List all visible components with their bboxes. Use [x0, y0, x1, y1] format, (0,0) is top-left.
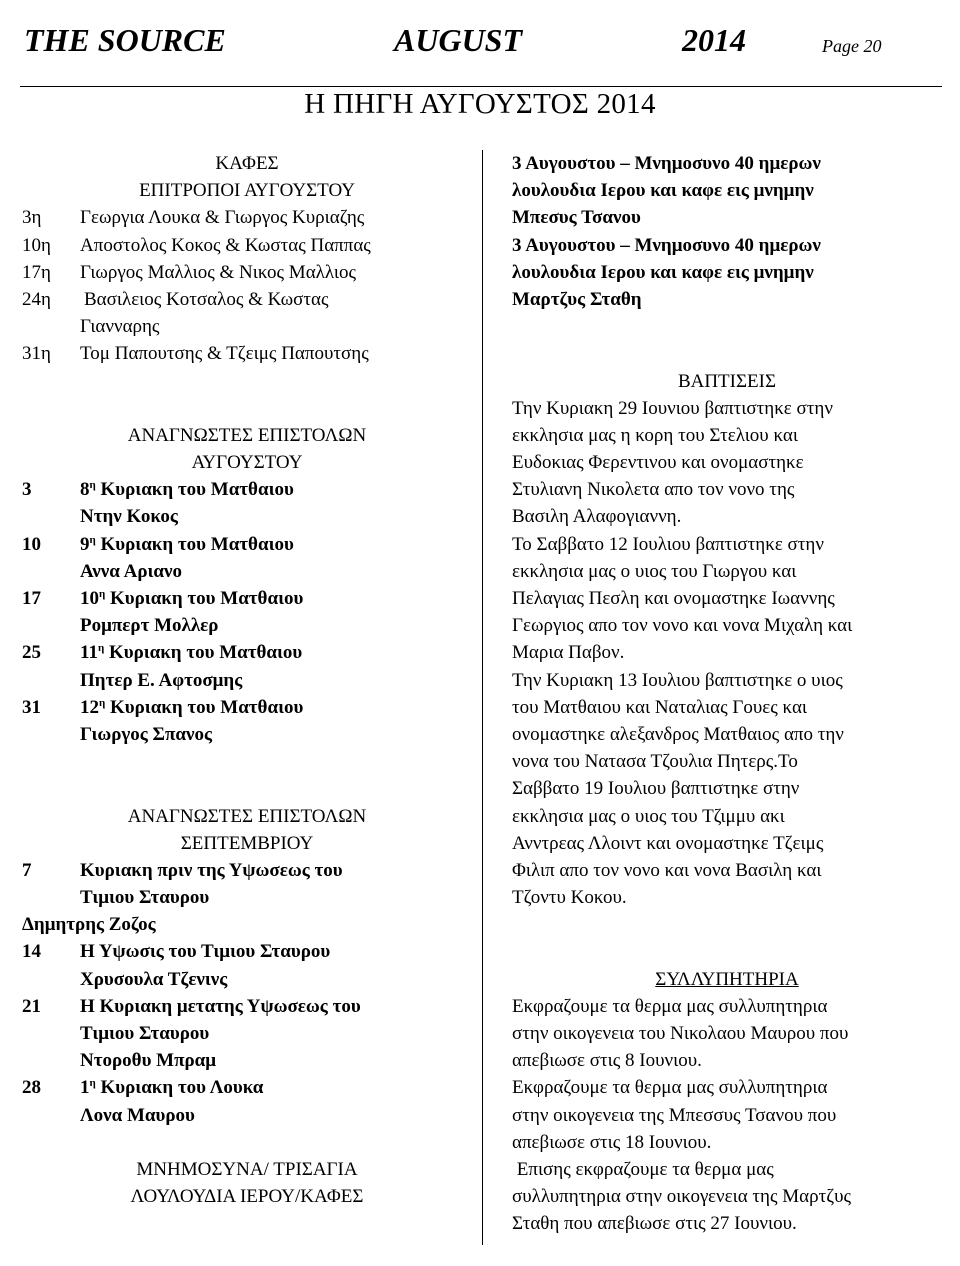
header-year: 2014 [682, 22, 746, 58]
baptism-line: Ανντρεας Λλοιντ και ονομαστηκε Τζειμς [512, 832, 824, 854]
coffee-heading: ΚΑΦΕΣ [215, 153, 279, 174]
running-header [24, 22, 924, 62]
condolence-line: Εκφραζουμε τα θερμα μας συλλυπητηρια [512, 1077, 828, 1099]
page-number: Page 20 [822, 36, 882, 56]
coffee-row: 24η Βασιλειος Κοτσαλος & Κωστας [22, 288, 329, 310]
condolence-line: απεβιωσε στις 8 Ιουνιου. [512, 1050, 702, 1072]
coffee-row: 10η Αποστολος Κοκος & Κωστας Παππας [22, 234, 371, 256]
coffee-row: 31η Τομ Παπουτσης & Τζειμς Παπουτσης [22, 343, 369, 365]
condolences-heading: ΣΥΛΛΥΠΗΤΗΡΙΑ [655, 968, 799, 990]
reader-name: Ντοροθυ Μπραμ [80, 1050, 217, 1072]
right-column [512, 150, 942, 1238]
reader-sunday-cont: Τιμιου Σταυρου [80, 1023, 210, 1044]
condolence-line: Εκφραζουμε τα θερμα μας συλλυπητηρια [512, 995, 828, 1017]
readers-aug-heading-month: ΑΥΓΟΥΣΤΟΥ [191, 452, 303, 474]
reader-name: Γιωργος Σπανος [80, 723, 212, 745]
baptism-line: Βασιλη Αλαφογιαννη. [512, 506, 682, 528]
baptism-line: εκκλησια μας η κορη του Στελιου και [512, 424, 798, 446]
condolence-line: Σταθη που απεβιωσε στις 27 Ιουνιου. [512, 1213, 797, 1235]
reader-sunday: 10 $9^\eta$ Κυριακη του Ματθαιου [22, 533, 294, 555]
header-source: THE SOURCE [24, 22, 226, 58]
condolence-line: συλλυπητηρια στην οικογενεια της Μαρτζυς [512, 1186, 852, 1208]
baptism-line: Μαρια Παβον. [512, 642, 625, 664]
condolence-line: στην οικογενεια της Μπεσσυς Τσανου που [512, 1104, 837, 1126]
baptism-line: νονα του Νατασα Τζουλια Πητερς.Το [512, 751, 798, 773]
coffee-row: 3η Γεωργια Λουκα & Γιωργος Κυριαζης [22, 207, 365, 229]
reader-name: Χρυσουλα Τζενινς [80, 968, 228, 990]
coffee-row: 17η Γιωργος Μαλλιος & Νικος Μαλλιος [22, 261, 356, 283]
memorial-line: 3 Αυγουστου – Μνημοσυνο 40 ημερων [512, 153, 821, 174]
baptism-line: Σαββατο 19 Ιουλιου βαπτιστηκε στην [512, 778, 800, 800]
coffee-subheading: ΕΠΙΤΡΟΠΟΙ ΑΥΓΟΥΣΤΟΥ [139, 180, 355, 202]
baptism-line: Γεωργιος απο τον νονο και νονα Μιχαλη και [512, 615, 853, 637]
condolence-line: απεβιωσε στις 18 Ιουνιου. [512, 1131, 712, 1153]
readers-sep-heading: ΑΝΑΓΝΩΣΤΕΣ ΕΠΙΣΤΟΛΩΝ [127, 805, 367, 827]
baptism-line: Το Σαββατο 12 Ιουλιου βαπτιστηκε στην [512, 533, 824, 555]
reader-sunday: 7 Κυριακη πριν της Υψωσεως του [22, 859, 343, 881]
baptism-line: Τζοντυ Κοκου. [512, 887, 627, 909]
header-month: AUGUST [394, 22, 523, 58]
memorial-heading-2: ΛΟΥΛΟΥΔΙΑ ΙΕΡΟΥ/ΚΑΦΕΣ [130, 1186, 364, 1208]
baptism-line: του Ματθαιου και Ναταλιας Γουες και [512, 696, 808, 718]
memorial-line: Μαρτζυς Σταθη [512, 288, 642, 310]
memorial-heading: ΜΝΗΜΟΣΥΝΑ/ ΤΡΙΣΑΓΙΑ [136, 1158, 358, 1180]
baptism-line: Πελαγιας Πεσλη και ονομαστηκε Ιωαννης [512, 588, 835, 609]
baptism-line: Την Κυριακη 29 Ιουνιου βαπτιστηκε στην [512, 397, 833, 419]
baptism-line: Ευδοκιας Φερεντινου και ονομαστηκε [512, 452, 804, 474]
baptism-line: Την Κυριακη 13 Ιουλιου βαπτιστηκε ο υιος [512, 669, 843, 691]
memorial-line: 3 Αυγουστου – Μνημοσυνο 40 ημερων [512, 234, 821, 256]
baptism-line: εκκλησια μας ο υιος του Τζιμμυ ακι [512, 805, 785, 827]
condolence-line: Επισης εκφραζουμε τα θερμα μας [512, 1158, 774, 1180]
memorial-line: λουλουδια Ιερου και καφε εις μνημην [512, 261, 814, 283]
reader-sunday-cont: Τιμιου Σταυρου [80, 887, 210, 909]
reader-name: Πητερ Ε. Αφτοσμης [80, 669, 243, 691]
baptisms-heading: ΒΑΠΤΙΣΕΙΣ [677, 370, 777, 392]
memorial-line: λουλουδια Ιερου και καφε εις μνημην [512, 180, 814, 202]
memorial-line: Μπεσυς Τσανου [512, 207, 641, 229]
reader-name: Δημητρης Ζοζος [22, 914, 156, 936]
coffee-row-cont: Γιανναρης [80, 316, 160, 338]
left-column [22, 150, 472, 1210]
readers-sep-heading-month: ΣΕΠΤΕΜΒΡΙΟΥ [180, 832, 314, 854]
reader-sunday: 28 $1^\eta$ Κυριακη του Λουκα [22, 1077, 264, 1099]
condolence-line: στην οικογενεια του Νικολαου Μαυρου που [512, 1023, 849, 1044]
column-divider [482, 150, 483, 1245]
baptism-line: Φιλιπ απο τον νονο και νονα Βασιλη και [512, 859, 822, 881]
header-rule [20, 86, 942, 87]
page-title: Η ΠΗΓΗ ΑΥΓΟΥΣΤΟΣ 2014 [304, 88, 656, 120]
reader-sunday: 17 $10^\eta$ Κυριακη του Ματθαιου [22, 588, 304, 609]
reader-sunday: 14 Η Υψωσις του Τιμιου Σταυρου [22, 941, 331, 963]
reader-name: Ντην Κοκος [80, 506, 178, 528]
reader-name: Αννα Αριανο [80, 560, 182, 582]
reader-sunday: 21 Η Κυριακη μετατης Υψωσεως του [22, 995, 361, 1017]
baptism-line: Στυλιανη Νικολετα απο τον νονο της [512, 479, 795, 501]
reader-sunday: 3 $8^\eta$ Κυριακη του Ματθαιου [22, 479, 294, 501]
reader-name: Λονα Μαυρου [80, 1104, 195, 1126]
reader-sunday: 31 $12^\eta$ Κυριακη του Ματθαιου [22, 696, 304, 718]
reader-sunday: 25 $11^\eta$ Κυριακη του Ματθαιου [22, 642, 303, 664]
baptism-line: ονομαστηκε αλεξανδρος Ματθαιος απο την [512, 723, 844, 745]
reader-name: Ρομπερτ Μολλερ [80, 615, 219, 637]
readers-aug-heading: ΑΝΑΓΝΩΣΤΕΣ ΕΠΙΣΤΟΛΩΝ [127, 424, 367, 446]
baptism-line: εκκλησια μας ο υιος του Γιωργου και [512, 560, 797, 582]
